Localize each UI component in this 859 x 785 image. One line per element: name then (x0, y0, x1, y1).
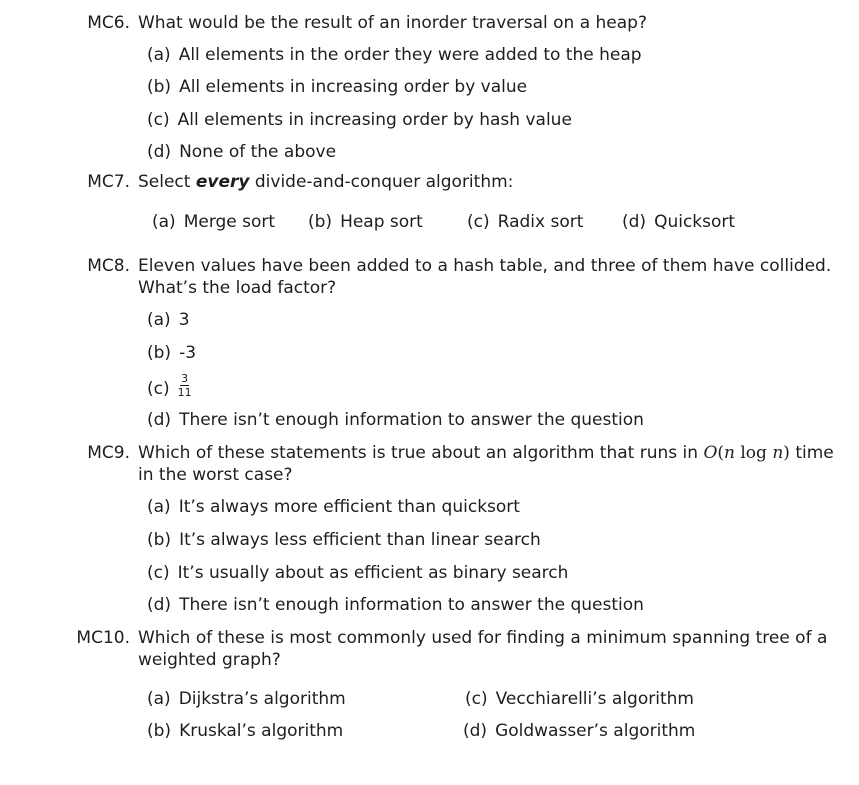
big-o: O (703, 443, 718, 463)
question-text-line2: What’s the load factor? (138, 278, 337, 298)
question-text-line1: Eleven values have been added to a hash table, and three of them have collided. (138, 256, 832, 276)
question-text-line1: Which of these is most commonly used for finding a minimum spanning tree of a (138, 628, 828, 648)
fraction (178, 373, 192, 398)
option-c: (c) $\frac{3}{11}$ (147, 372, 192, 399)
option-a: (a) Dijkstra’s algorithm (147, 689, 346, 709)
option-a: (a) All elements in the order they were added to the heap (147, 45, 642, 65)
fraction-numerator: 3 (181, 372, 189, 385)
question-text: Select every divide-and-conquer algorithm: (138, 172, 514, 192)
question-label: MC7. (87, 172, 130, 192)
option-c: (c) It’s usually about as efficient as binary search (147, 563, 569, 583)
question-text-line2: in the worst case? (138, 465, 293, 485)
question-text: What would be the result of an inorder traversal on a heap? (138, 13, 647, 33)
emphasis: every (195, 172, 250, 192)
option-b: (b) All elements in increasing order by value (147, 77, 528, 97)
option-d: (d) There isn’t enough information to answer the question (147, 595, 644, 615)
fraction-denominator: 11 (177, 386, 192, 399)
question-text-line1: Which of these statements is true about an algorithm that runs in O(n log n) time (138, 443, 834, 463)
option-d: (d) Goldwasser’s algorithm (463, 721, 696, 741)
question-label: MC10. (76, 628, 130, 648)
option-b: (b) -3 (147, 343, 197, 363)
option-b: (b) Kruskal’s algorithm (147, 721, 344, 741)
question-text-line2: weighted graph? (138, 650, 281, 670)
option-a: (a) 3 (147, 310, 190, 330)
question-label: MC8. (87, 256, 130, 276)
option-c: (c) Radix sort (467, 212, 584, 232)
option-b: (b) Heap sort (308, 212, 423, 232)
option-b: (b) It’s always less efficient than linear search (147, 530, 541, 550)
option-a: (a) It’s always more efficient than quicksort (147, 497, 520, 517)
option-d: (d) None of the above (147, 142, 337, 162)
option-d: (d) There isn’t enough information to answer the question (147, 410, 644, 430)
option-a: (a) Merge sort (152, 212, 276, 232)
option-d: (d) Quicksort (622, 212, 736, 232)
question-label: MC6. (87, 13, 130, 33)
question-label: MC9. (87, 443, 130, 463)
option-c: (c) Vecchiarelli’s algorithm (465, 689, 694, 709)
option-c: (c) All elements in increasing order by hash value (147, 110, 572, 130)
